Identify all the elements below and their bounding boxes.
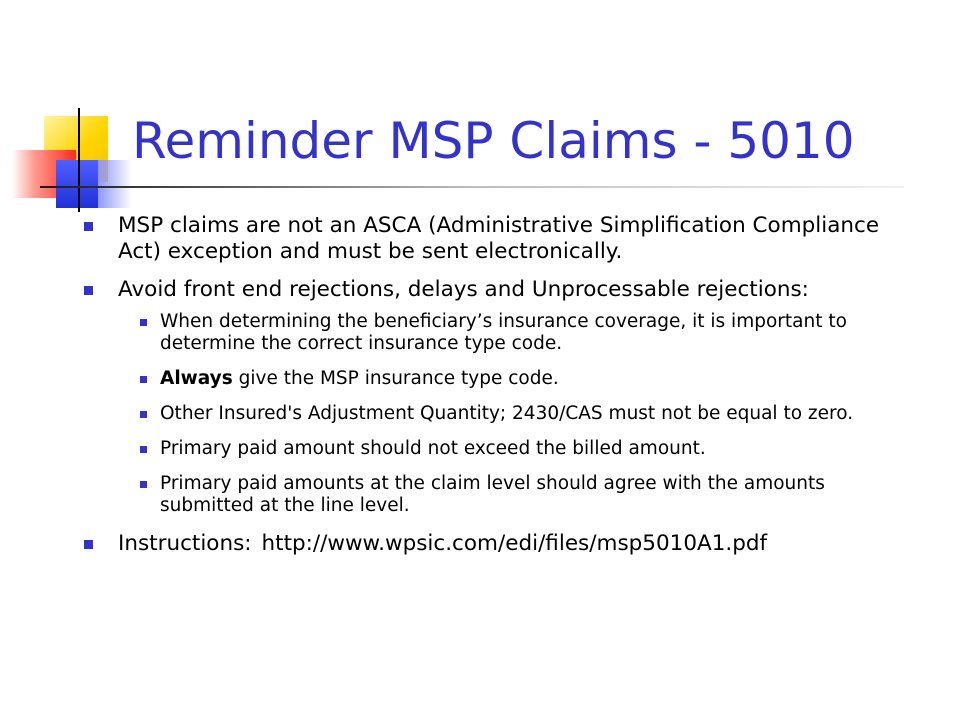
emphasis-text: Always <box>160 368 233 389</box>
sub-bullet-item <box>118 473 914 517</box>
slide-title: Reminder MSP Claims - 5010 <box>132 112 855 170</box>
decorative-vertical-line <box>78 108 80 212</box>
instructions-link[interactable]: http://www.wpsic.com/edi/files/msp5010A1.pdf <box>261 531 768 556</box>
bullet-item <box>84 213 914 265</box>
sub-bullet-item <box>118 438 914 460</box>
sub-bullet-text: Other Insured's Adjustment Quantity; 2430/CAS must not be equal to zero. <box>160 403 854 424</box>
instructions-label: Instructions: <box>118 531 252 556</box>
sub-bullet-list <box>118 311 914 517</box>
bullet-list <box>84 213 914 569</box>
decorative-blue-square <box>56 160 98 208</box>
bullet-text: Avoid front end rejections, delays and Unprocessable rejections: <box>118 277 809 302</box>
decorative-blue-gradient <box>98 160 132 208</box>
sub-bullet-text: Primary paid amounts at the claim level should agree with the amounts submitted at the line level. <box>160 473 825 516</box>
sub-bullet-item <box>118 311 914 355</box>
bullet-item <box>84 531 914 557</box>
bullet-text: MSP claims are not an ASCA (Administrative Simplification Compliance Act) exception and must be sent electronically. <box>118 213 880 264</box>
bullet-item <box>84 277 914 517</box>
sub-bullet-item <box>118 403 914 425</box>
sub-bullet-item <box>118 368 914 390</box>
sub-bullet-text: give the MSP insurance type code. <box>232 368 559 389</box>
sub-bullet-text: Primary paid amount should not exceed the billed amount. <box>160 438 706 459</box>
title-underline <box>40 186 904 188</box>
sub-bullet-text: When determining the beneficiary’s insurance coverage, it is important to determine the correct insurance type code. <box>160 311 847 354</box>
